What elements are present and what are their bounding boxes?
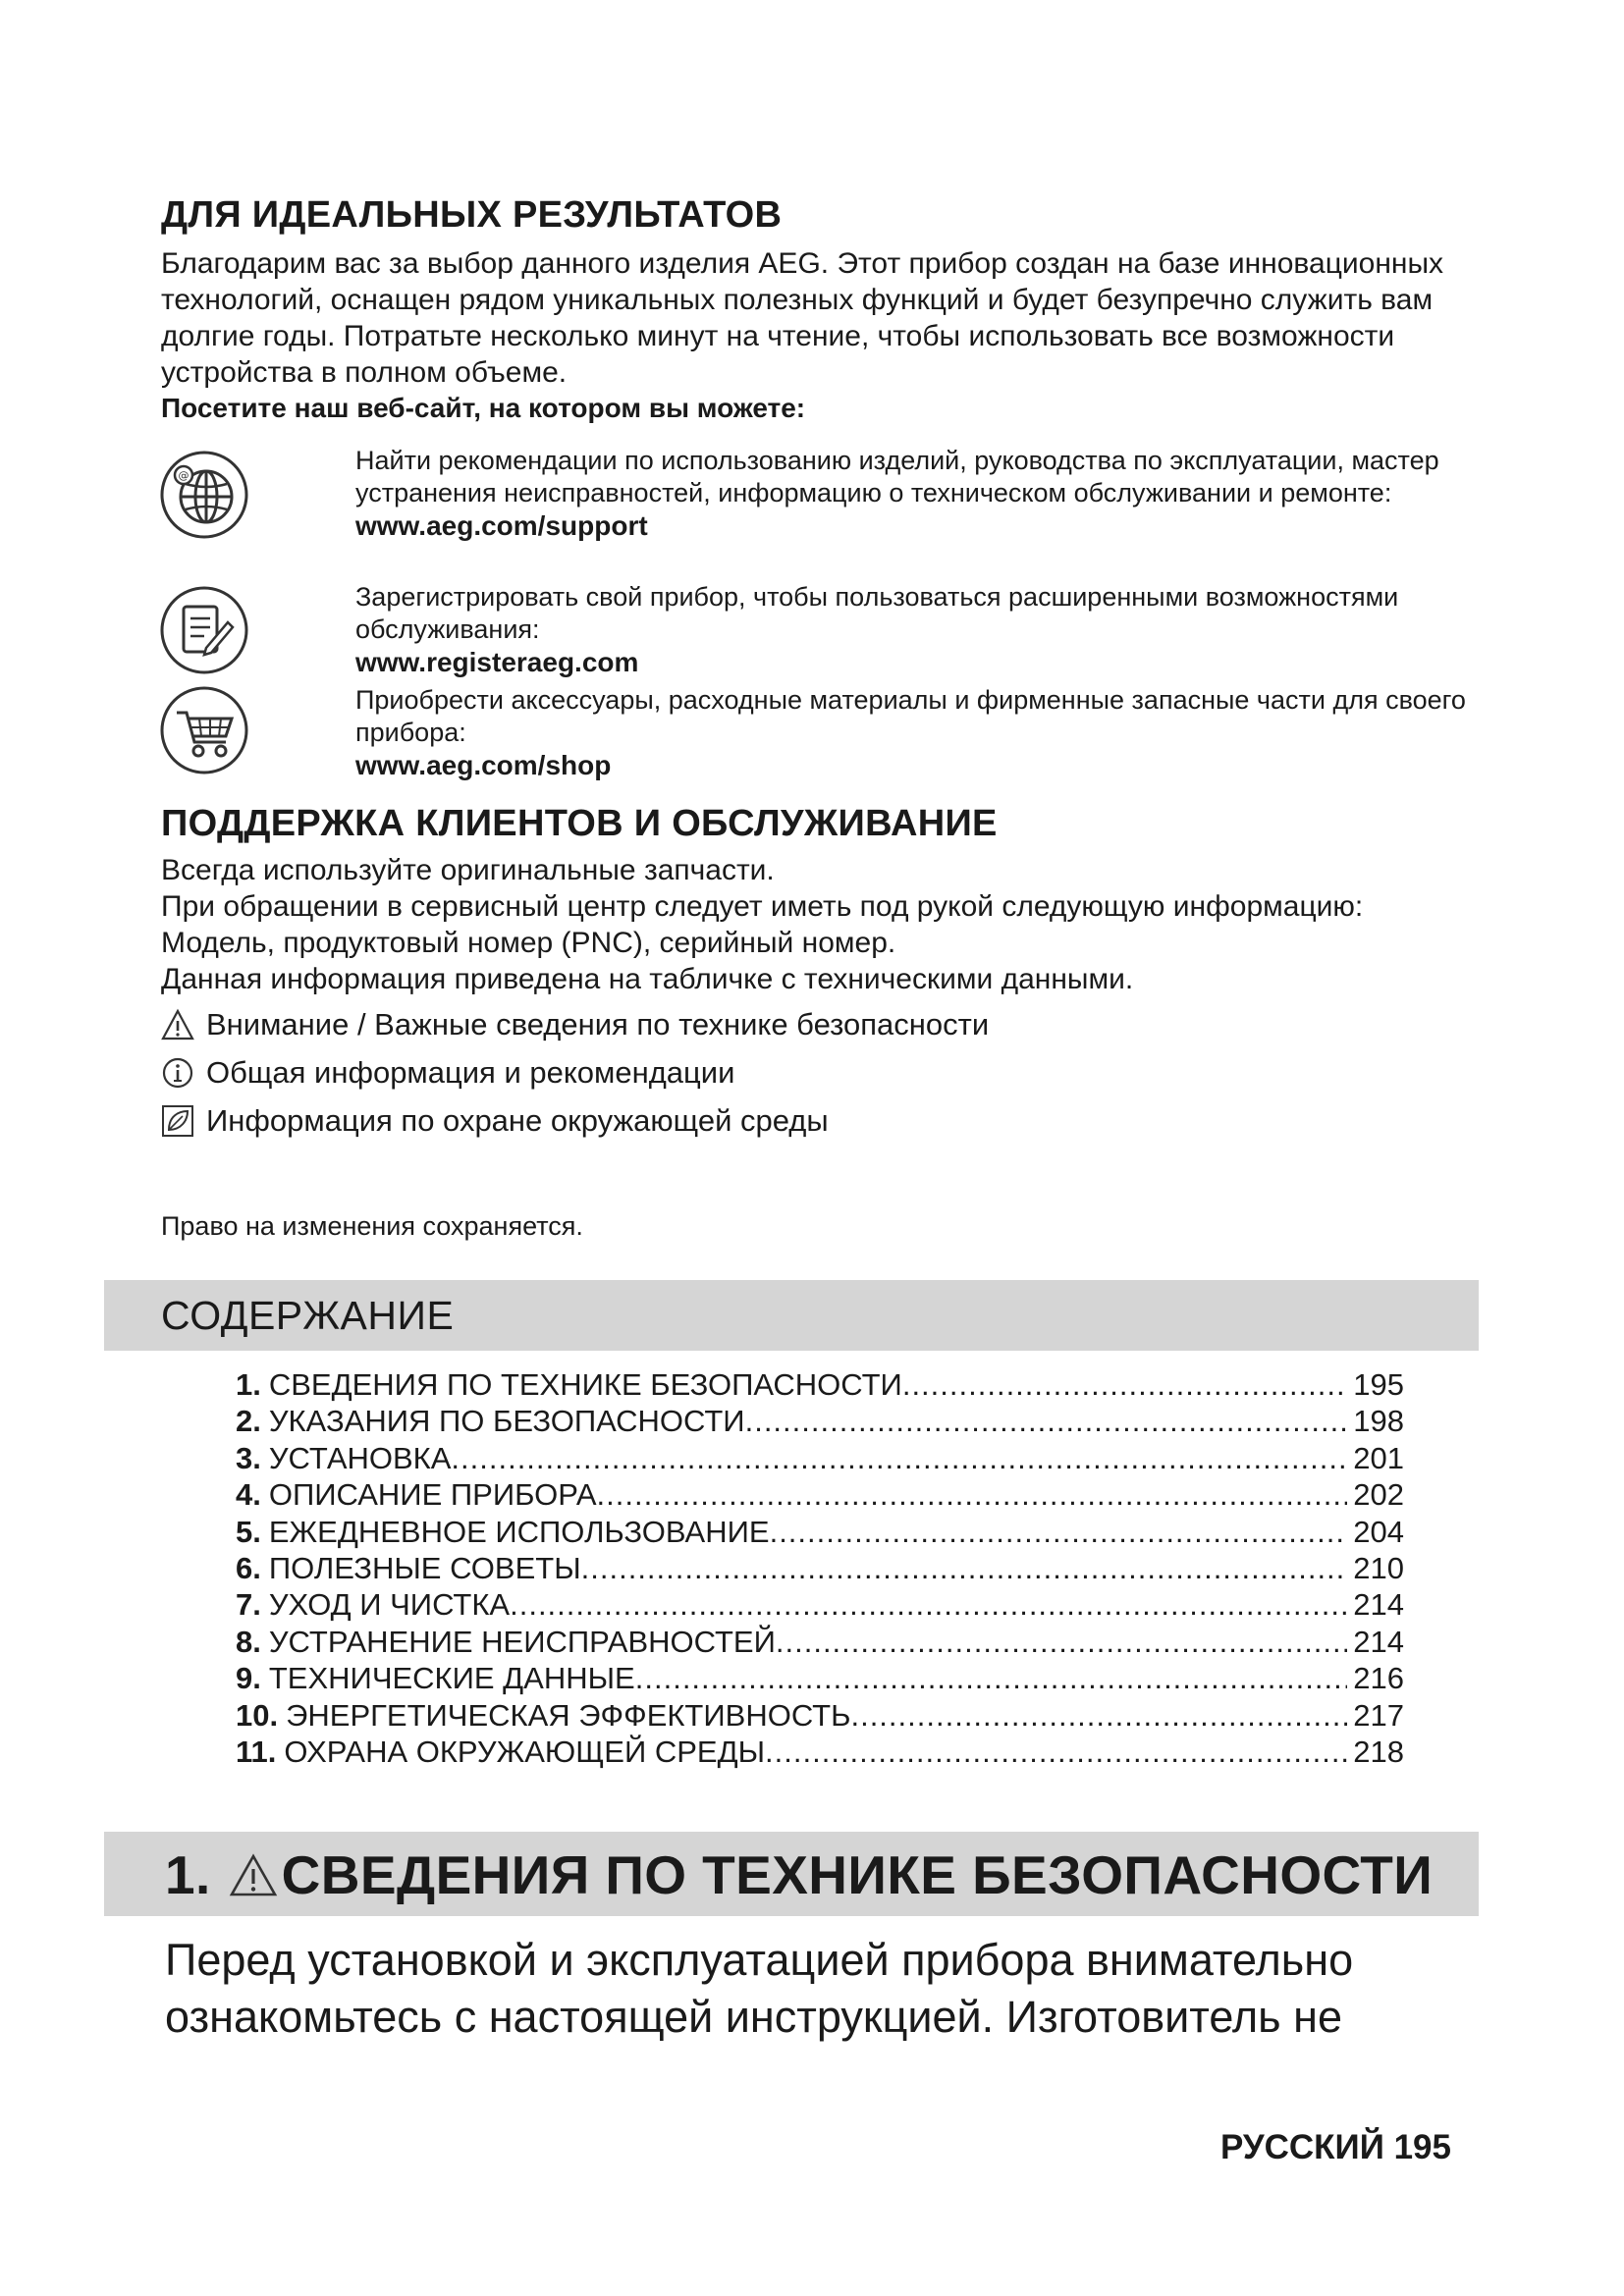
legend-environment bbox=[161, 1103, 1339, 1139]
section-number: 1. bbox=[165, 1844, 211, 1905]
toc-item-page: 195 bbox=[1353, 1367, 1404, 1402]
toc-item[interactable] bbox=[236, 1441, 1404, 1477]
svg-text:@: @ bbox=[178, 469, 189, 482]
rights-note: Право на изменения сохраняется. bbox=[161, 1211, 583, 1241]
section-title-text: СВЕДЕНИЯ ПО ТЕХНИКЕ БЕЗОПАСНОСТИ bbox=[281, 1844, 1434, 1905]
toc-item-number: 6. bbox=[236, 1550, 261, 1585]
warning-icon bbox=[229, 1852, 278, 1897]
toc-leader bbox=[850, 1698, 1347, 1734]
warning-icon bbox=[161, 1008, 194, 1041]
service-register bbox=[355, 581, 1475, 678]
page-footer bbox=[1198, 2128, 1451, 2167]
toc-item-label: ОХРАНА ОКРУЖАЮЩЕЙ СРЕДЫ bbox=[284, 1734, 766, 1769]
toc-leader bbox=[765, 1735, 1347, 1770]
support-text bbox=[161, 852, 1437, 997]
toc-item[interactable] bbox=[236, 1477, 1404, 1514]
toc-item-number: 4. bbox=[236, 1477, 261, 1513]
toc-item-number: 2. bbox=[236, 1404, 261, 1439]
footer-page-number: 195 bbox=[1393, 2128, 1451, 2166]
toc-leader bbox=[451, 1441, 1347, 1476]
section-title bbox=[165, 1843, 1433, 1906]
support-title: ПОДДЕРЖКА КЛИЕНТОВ И ОБСЛУЖИВАНИЕ bbox=[161, 803, 998, 844]
service-shop bbox=[355, 684, 1475, 781]
toc-leader bbox=[635, 1661, 1348, 1696]
toc-item-page: 210 bbox=[1353, 1550, 1404, 1585]
toc-item-number: 11. bbox=[236, 1734, 277, 1769]
toc-item[interactable] bbox=[236, 1367, 1404, 1404]
visit-label: Посетите наш веб-сайт, на котором вы можете: bbox=[161, 393, 806, 423]
toc-item-page: 202 bbox=[1353, 1477, 1404, 1513]
register-link[interactable]: www.registeraeg.com bbox=[355, 647, 639, 677]
toc-item-label: ЕЖЕДНЕВНОЕ ИСПОЛЬЗОВАНИЕ bbox=[268, 1514, 770, 1549]
toc-item-page: 201 bbox=[1353, 1440, 1404, 1475]
service-support bbox=[355, 445, 1475, 542]
legend-warning bbox=[161, 1007, 1339, 1042]
legend-info-text: Общая информация и рекомендации bbox=[206, 1055, 735, 1090]
section-lead-text: Перед установкой и эксплуатацией прибора внимательно ознакомьтесь с настоящей инструкцией. Изготовитель не bbox=[165, 1935, 1354, 2042]
support-line: Данная информация приведена на табличке с техническими данными. bbox=[161, 963, 1134, 995]
toc-leader bbox=[597, 1477, 1348, 1513]
toc-item-label: ЭНЕРГЕТИЧЕСКАЯ ЭФФЕКТИВНОСТЬ bbox=[286, 1697, 851, 1733]
toc-item-label: УСТРАНЕНИЕ НЕИСПРАВНОСТЕЙ bbox=[268, 1624, 776, 1659]
toc-item-page: 198 bbox=[1353, 1404, 1404, 1439]
toc-title: СОДЕРЖАНИЕ bbox=[161, 1293, 455, 1338]
service-register-text: Зарегистрировать свой прибор, чтобы пользоваться расширенными возможностями обслуживания: bbox=[355, 582, 1399, 644]
legend-environment-text: Информация по охране окружающей среды bbox=[206, 1103, 829, 1138]
legend-info bbox=[161, 1055, 1339, 1091]
register-icon bbox=[159, 585, 249, 675]
toc-item-number: 10. bbox=[236, 1697, 279, 1733]
toc-item-page: 214 bbox=[1353, 1587, 1404, 1623]
toc-item-number: 5. bbox=[236, 1514, 261, 1549]
toc-item[interactable] bbox=[236, 1551, 1404, 1587]
toc-leader bbox=[902, 1367, 1347, 1403]
toc-item-label: УСТАНОВКА bbox=[268, 1440, 452, 1475]
toc-item-page: 217 bbox=[1353, 1697, 1404, 1733]
toc-item[interactable] bbox=[236, 1587, 1404, 1624]
toc-item-number: 8. bbox=[236, 1624, 261, 1659]
legend-warning-text: Внимание / Важные сведения по технике безопасности bbox=[206, 1007, 990, 1041]
leaf-icon bbox=[161, 1104, 194, 1138]
toc-item-label: СВЕДЕНИЯ ПО ТЕХНИКЕ БЕЗОПАСНОСТИ bbox=[268, 1367, 902, 1402]
toc-item-label: УКАЗАНИЯ ПО БЕЗОПАСНОСТИ bbox=[268, 1404, 745, 1439]
toc-item-page: 216 bbox=[1353, 1661, 1404, 1696]
support-line: При обращении в сервисный центр следует иметь под рукой следующую информацию: Модель, продуктовый номер (PNC), серийный номер. bbox=[161, 890, 1364, 959]
toc-item[interactable] bbox=[236, 1698, 1404, 1735]
toc-leader bbox=[510, 1587, 1347, 1623]
toc-item[interactable] bbox=[236, 1735, 1404, 1771]
toc-leader bbox=[776, 1625, 1347, 1660]
toc-item-number: 9. bbox=[236, 1661, 261, 1696]
service-shop-text: Приобрести аксессуары, расходные материалы и фирменные запасные части для своего прибора: bbox=[355, 685, 1466, 747]
support-link[interactable]: www.aeg.com/support bbox=[355, 510, 648, 541]
toc-leader bbox=[581, 1551, 1348, 1586]
toc-item[interactable] bbox=[236, 1625, 1404, 1661]
toc-item-page: 214 bbox=[1353, 1624, 1404, 1659]
toc-item-label: ОПИСАНИЕ ПРИБОРА bbox=[268, 1477, 597, 1513]
toc-item[interactable] bbox=[236, 1661, 1404, 1697]
toc-item-label: ТЕХНИЧЕСКИЕ ДАННЫЕ bbox=[268, 1661, 635, 1696]
toc-item[interactable] bbox=[236, 1515, 1404, 1551]
intro-title: ДЛЯ ИДЕАЛЬНЫХ РЕЗУЛЬТАТОВ bbox=[161, 194, 783, 236]
footer-language: РУССКИЙ bbox=[1219, 2128, 1384, 2166]
cart-icon bbox=[159, 685, 249, 775]
toc-item-label: УХОД И ЧИСТКА bbox=[268, 1587, 511, 1623]
toc-item-page: 204 bbox=[1353, 1514, 1404, 1549]
service-support-text: Найти рекомендации по использованию изделий, руководства по эксплуатации, мастер устранения неисправностей, информацию о техническом обслуживании и ремонте: bbox=[355, 446, 1439, 507]
table-of-contents bbox=[236, 1367, 1404, 1771]
toc-item-number: 3. bbox=[236, 1440, 261, 1475]
globe-icon bbox=[159, 450, 249, 540]
toc-item[interactable] bbox=[236, 1404, 1404, 1440]
toc-item-number: 7. bbox=[236, 1587, 261, 1623]
info-icon bbox=[161, 1056, 194, 1090]
support-line: Всегда используйте оригинальные запчасти. bbox=[161, 854, 775, 886]
toc-leader bbox=[745, 1404, 1348, 1439]
toc-item-page: 218 bbox=[1353, 1734, 1404, 1769]
toc-leader bbox=[770, 1515, 1348, 1550]
intro-text: Благодарим вас за выбор данного изделия AEG. Этот прибор создан на базе инновационных технологий, оснащен рядом уникальных полезных функций и будет безупречно служить вам долгие годы. Потратьте несколько минут на чтение, чтобы использовать все возможности устройства в полном объеме. bbox=[161, 247, 1444, 389]
toc-item-label: ПОЛЕЗНЫЕ СОВЕТЫ bbox=[268, 1550, 581, 1585]
toc-item-number: 1. bbox=[236, 1367, 261, 1402]
shop-link[interactable]: www.aeg.com/shop bbox=[355, 750, 612, 780]
